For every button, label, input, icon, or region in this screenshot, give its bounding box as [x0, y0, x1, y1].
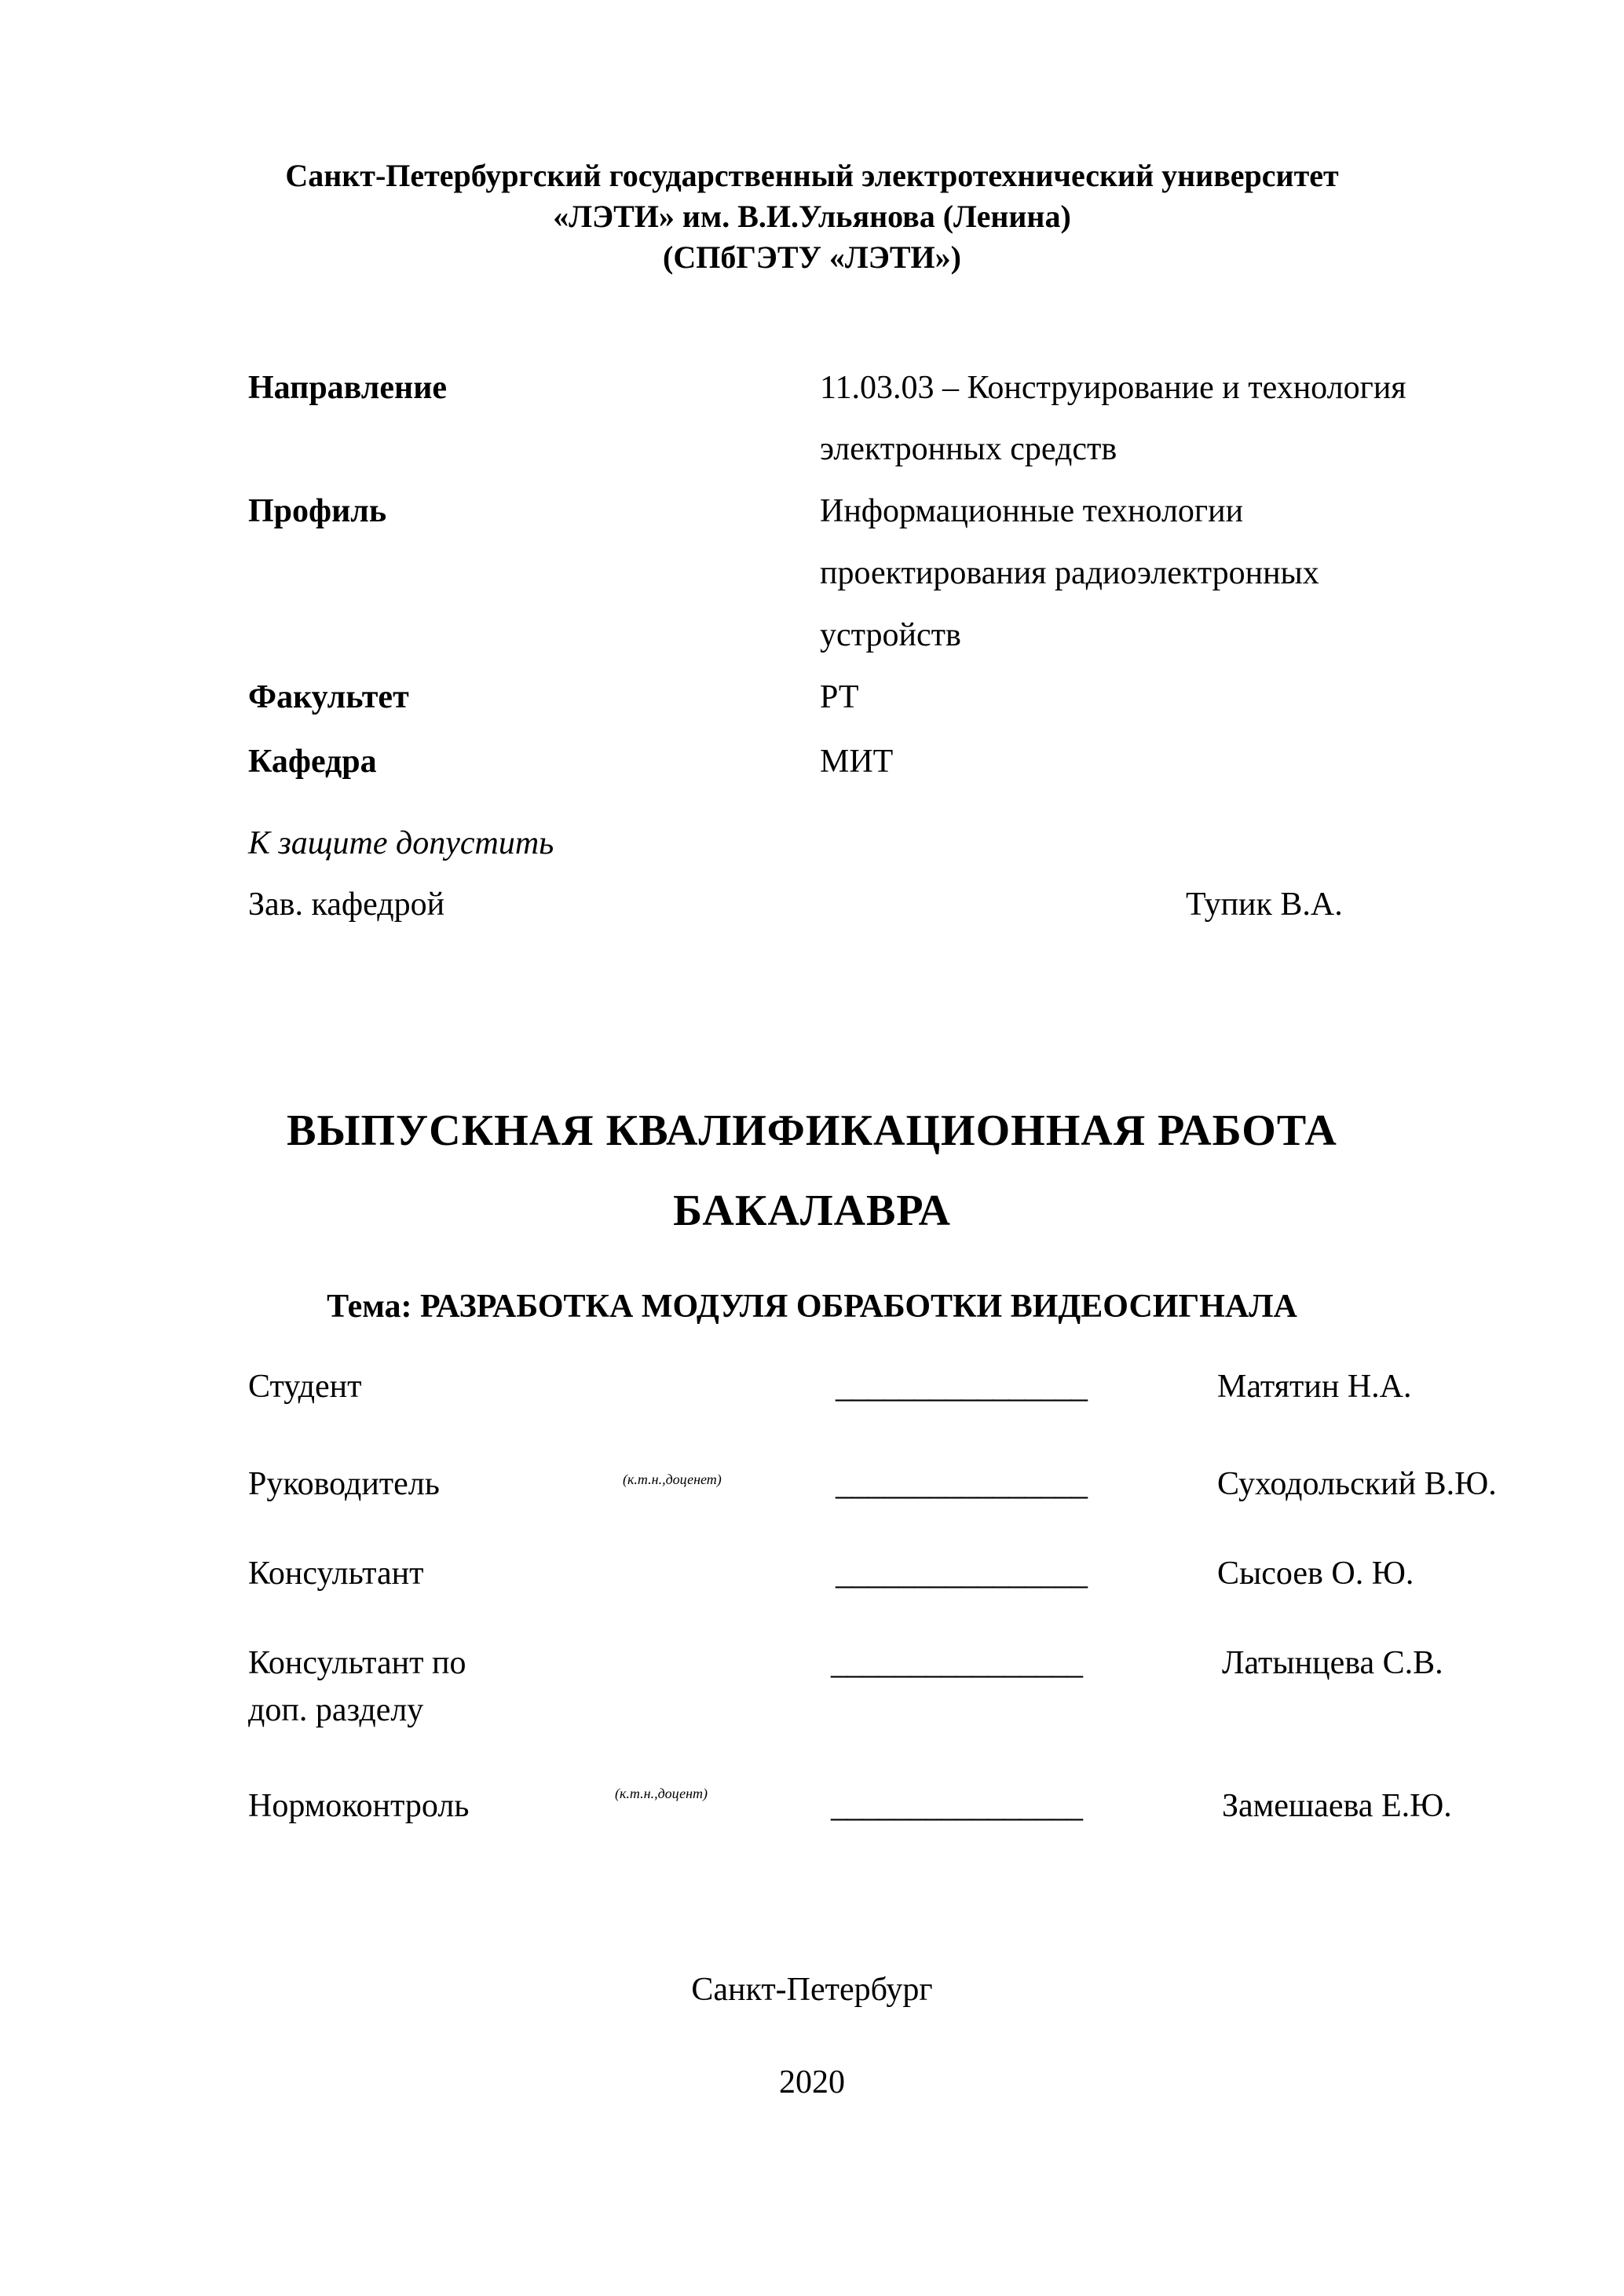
- university-name: Санкт-Петербургский государственный электротехнический университет: [285, 158, 1339, 193]
- university-abbr: (СПбГЭТУ «ЛЭТИ»): [663, 239, 961, 275]
- extra-consultant-label: Консультант по: [248, 1645, 466, 1681]
- profile-value-2: проектирования радиоэлектронных: [820, 555, 1319, 591]
- work-title-2: БАКАЛАВРА: [673, 1186, 951, 1235]
- norm-control-signature-line: ________________: [831, 1788, 1082, 1824]
- work-title: ВЫПУСКНАЯ КВАЛИФИКАЦИОННАЯ РАБОТА: [287, 1106, 1337, 1155]
- norm-control-label: Нормоконтроль: [248, 1788, 470, 1824]
- topic: Тема: РАЗРАБОТКА МОДУЛЯ ОБРАБОТКИ ВИДЕОСИГНАЛА: [327, 1289, 1297, 1325]
- profile-label: Профиль: [248, 493, 387, 529]
- profile-value: Информационные технологии: [820, 493, 1244, 529]
- faculty-value: РТ: [820, 679, 859, 715]
- direction-label: Направление: [248, 370, 448, 406]
- supervisor-signature-line: ________________: [836, 1466, 1087, 1502]
- city: Санкт-Петербург: [691, 1972, 933, 2008]
- extra-consultant-label-2: доп. разделу: [248, 1692, 424, 1728]
- consultant-signature-line: ________________: [836, 1556, 1087, 1592]
- department-label: Кафедра: [248, 744, 377, 780]
- consultant-label: Консультант: [248, 1556, 424, 1592]
- supervisor-name: Суходольский В.Ю.: [1217, 1466, 1497, 1502]
- year: 2020: [779, 2064, 845, 2100]
- head-label: Зав. кафедрой: [248, 887, 445, 923]
- university-name-2: «ЛЭТИ» им. В.И.Ульянова (Ленина): [553, 199, 1071, 234]
- supervisor-degree: (к.т.н.,доценет): [623, 1472, 722, 1487]
- faculty-label: Факультет: [248, 679, 409, 715]
- direction-value: 11.03.03 – Конструирование и технология: [820, 370, 1406, 406]
- profile-value-3: устройств: [820, 617, 961, 653]
- student-label: Студент: [248, 1369, 362, 1405]
- student-name: Матятин Н.А.: [1217, 1369, 1412, 1405]
- student-signature-line: ________________: [836, 1369, 1087, 1405]
- admit-note: К защите допустить: [248, 825, 554, 861]
- extra-consultant-name: Латынцева С.В.: [1222, 1645, 1443, 1681]
- direction-value-2: электронных средств: [820, 431, 1117, 467]
- consultant-name: Сысоев О. Ю.: [1217, 1556, 1414, 1592]
- department-value: МИТ: [820, 744, 894, 780]
- head-name: Тупик В.А.: [1186, 887, 1343, 923]
- norm-control-name: Замешаева Е.Ю.: [1222, 1788, 1452, 1824]
- norm-control-degree: (к.т.н.,доцент): [615, 1786, 708, 1801]
- supervisor-label: Руководитель: [248, 1466, 440, 1502]
- extra-consultant-signature-line: ________________: [831, 1645, 1082, 1681]
